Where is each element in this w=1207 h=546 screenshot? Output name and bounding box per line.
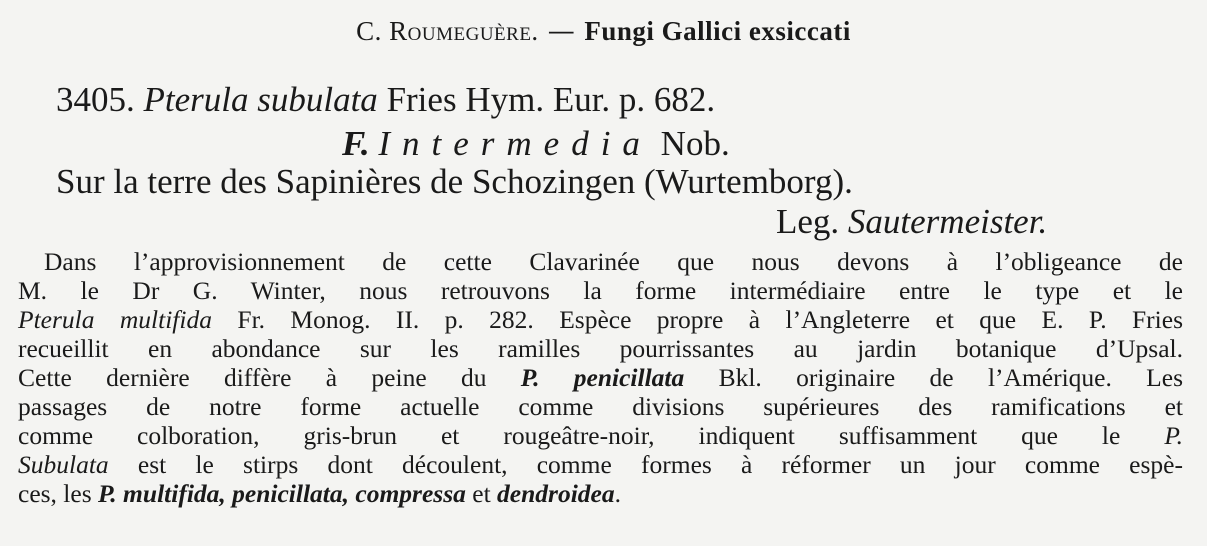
- paragraph-line: [18, 450, 1183, 479]
- header-title: Fungi Gallici exsiccati: [584, 16, 851, 46]
- paragraph-line: [18, 421, 1183, 450]
- species-name: Subulata: [18, 450, 109, 479]
- text-run: ces, les: [18, 479, 99, 508]
- paragraph-line: [18, 247, 1183, 276]
- text-run: est le stirps dont découlent, comme formes à réformer un jour comme espè-: [108, 450, 1183, 479]
- form-name: Intermedia: [378, 124, 652, 163]
- text-run: et: [465, 479, 498, 508]
- text-run: Cette dernière diffère à peine du: [18, 363, 521, 392]
- form-author: Nob.: [660, 124, 730, 163]
- form-prefix: F.: [342, 124, 370, 163]
- leg-label: Leg.: [776, 202, 840, 241]
- text-run: M. le Dr G. Winter, nous retrouvons la forme intermédiaire entre le type et le: [18, 276, 1183, 305]
- paragraph-line: [18, 363, 1183, 392]
- header-dash: —: [538, 16, 585, 47]
- paragraph-line: [18, 479, 1183, 508]
- entry-heading: [56, 80, 715, 120]
- text-run: Dans l’approvisionnement de cette Clavarinée que nous devons à l’obligeance de: [44, 247, 1183, 276]
- entry-form: [342, 124, 730, 164]
- species-name: P.: [1164, 421, 1183, 450]
- entry-species: Pterula subulata: [143, 80, 378, 119]
- species-name: dendroidea: [497, 479, 615, 508]
- species-name: P. multifida, penicillata, compressa: [98, 479, 466, 508]
- text-run: Bkl. originaire de l’Amérique. Les: [684, 363, 1183, 392]
- text-run: Fr. Monog. II. p. 282. Espèce propre à l’Angleterre et que E. P. Fries: [211, 305, 1184, 334]
- text-run: recueillit en abondance sur les ramilles pourrissantes au jardin botanique d’Upsal.: [18, 334, 1183, 363]
- collector-name: Sautermeister.: [847, 202, 1048, 241]
- text-run: passages de notre forme actuelle comme divisions supérieures des ramifications et: [18, 392, 1183, 421]
- paragraph-line: [18, 334, 1183, 363]
- paragraph-line: [18, 276, 1183, 305]
- species-name: Pterula multifida: [18, 305, 212, 334]
- paragraph-line: [18, 305, 1183, 334]
- paragraph-line: [18, 392, 1183, 421]
- entry-collector-line: [776, 202, 1047, 242]
- text-run: comme colboration, gris-brun et rougeâtre-noir, indiquent suffisamment que le: [18, 421, 1165, 450]
- page-header: [0, 16, 1207, 47]
- text-run: .: [614, 479, 621, 508]
- species-name: P. penicillata: [520, 363, 685, 392]
- entry-locality: Sur la terre des Sapinières de Schozingen (Wurtemborg).: [56, 162, 853, 201]
- entry-number: 3405.: [56, 80, 135, 119]
- description-paragraph: [18, 247, 1183, 508]
- header-author: C. Roumeguère.: [356, 16, 539, 46]
- entry-citation: Fries Hym. Eur. p. 682.: [386, 80, 716, 119]
